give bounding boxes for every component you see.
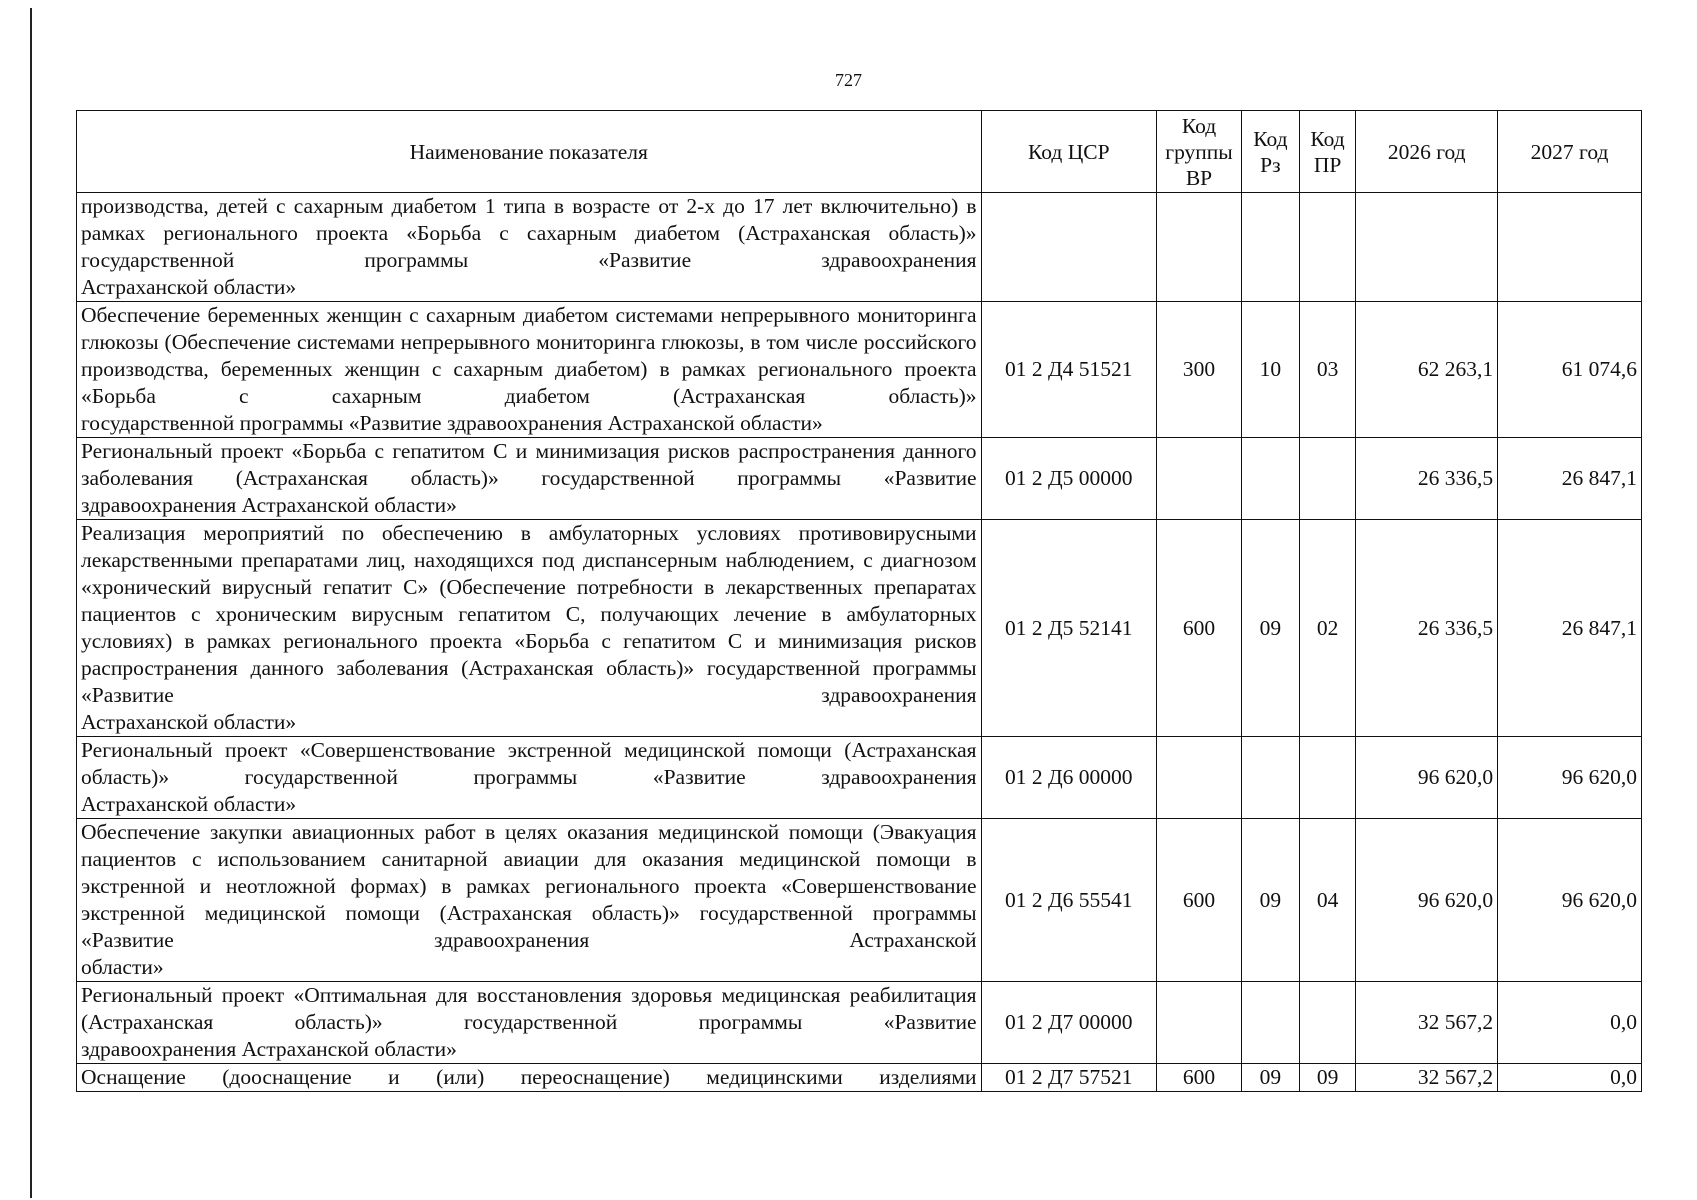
row-name-last-line: государственной программы «Развитие здравоохранения Астраханской области» bbox=[81, 411, 823, 435]
row-name-line: том числе российского производства, беременных женщин с сахарным диабетом) в bbox=[81, 330, 977, 381]
table-row bbox=[77, 438, 1642, 520]
row-name-cell bbox=[77, 982, 982, 1064]
row-rz-code: 09 bbox=[1242, 1064, 1300, 1092]
row-value-2026: 26 336,5 bbox=[1356, 520, 1498, 737]
row-vr-code bbox=[1157, 193, 1242, 302]
row-value-2027: 0,0 bbox=[1498, 982, 1642, 1064]
row-csr-code: 01 2 Д5 00000 bbox=[981, 438, 1156, 520]
header-2026: 2026 год bbox=[1356, 111, 1498, 193]
row-pr-code bbox=[1299, 193, 1356, 302]
row-rz-code bbox=[1242, 737, 1300, 819]
row-name-cell bbox=[77, 819, 982, 982]
row-name-line: Оснащение (дооснащение и (или) переоснащение) медицинскими изделиями bbox=[81, 1065, 977, 1089]
row-vr-code bbox=[1157, 737, 1242, 819]
table-row bbox=[77, 193, 1642, 302]
row-name-line: производства, детей с сахарным диабетом 1 типа в возрасте от 2-х до 17 лет bbox=[81, 194, 813, 218]
table-row bbox=[77, 819, 1642, 982]
row-csr-code: 01 2 Д4 51521 bbox=[981, 302, 1156, 438]
row-value-2027: 96 620,0 bbox=[1498, 737, 1642, 819]
row-name-cell bbox=[77, 438, 982, 520]
row-vr-code bbox=[1157, 438, 1242, 520]
row-pr-code: 02 bbox=[1299, 520, 1356, 737]
row-value-2026 bbox=[1356, 193, 1498, 302]
table-row bbox=[77, 982, 1642, 1064]
row-pr-code: 03 bbox=[1299, 302, 1356, 438]
header-rz-code: Код Рз bbox=[1242, 111, 1300, 193]
table-row bbox=[77, 302, 1642, 438]
row-name-last-line: области» bbox=[81, 955, 164, 979]
budget-table bbox=[76, 110, 1642, 1092]
row-rz-code bbox=[1242, 982, 1300, 1064]
row-csr-code: 01 2 Д5 52141 bbox=[981, 520, 1156, 737]
table-row bbox=[77, 520, 1642, 737]
row-csr-code: 01 2 Д7 57521 bbox=[981, 1064, 1156, 1092]
row-name-line: реабилитация (Астраханская область)» государственной программы «Развитие bbox=[81, 983, 977, 1034]
row-name-cell bbox=[77, 302, 982, 438]
row-name-last-line: Астраханской области» bbox=[81, 275, 297, 299]
row-name-last-line: Астраханской области» bbox=[81, 792, 297, 816]
header-pr-code: Код ПР bbox=[1299, 111, 1356, 193]
row-pr-code bbox=[1299, 737, 1356, 819]
binding-margin-line bbox=[30, 8, 32, 1198]
row-vr-code: 600 bbox=[1157, 1064, 1242, 1092]
row-vr-code: 600 bbox=[1157, 520, 1242, 737]
row-name-line: «Борьба с гепатитом С и минимизация рисков распространения данного заболевания bbox=[81, 629, 977, 680]
row-name-line: получающих лечение в амбулаторных условиях) в рамках регионального проекта bbox=[81, 602, 977, 653]
row-vr-code: 300 bbox=[1157, 302, 1242, 438]
row-pr-code bbox=[1299, 982, 1356, 1064]
header-name: Наименование показателя bbox=[77, 111, 982, 193]
row-value-2027: 96 620,0 bbox=[1498, 819, 1642, 982]
row-value-2026: 96 620,0 bbox=[1356, 819, 1498, 982]
row-pr-code: 04 bbox=[1299, 819, 1356, 982]
row-name-last-line: здравоохранения Астраханской области» bbox=[81, 1037, 457, 1061]
row-rz-code bbox=[1242, 193, 1300, 302]
row-name-cell bbox=[77, 193, 982, 302]
row-pr-code: 09 bbox=[1299, 1064, 1356, 1092]
row-value-2027: 26 847,1 bbox=[1498, 520, 1642, 737]
row-value-2027: 0,0 bbox=[1498, 1064, 1642, 1092]
row-value-2026: 96 620,0 bbox=[1356, 737, 1498, 819]
header-row bbox=[77, 111, 1642, 193]
row-name-line: лекарственных препаратах пациентов с хроническим вирусным гепатитом С, bbox=[81, 575, 977, 626]
row-rz-code: 09 bbox=[1242, 520, 1300, 737]
table-row bbox=[77, 1064, 1642, 1092]
header-vr-code: Код группы ВР bbox=[1157, 111, 1242, 193]
row-name-cell bbox=[77, 1064, 982, 1092]
row-value-2027: 26 847,1 bbox=[1498, 438, 1642, 520]
page-number: 727 bbox=[835, 70, 862, 90]
row-value-2027: 61 074,6 bbox=[1498, 302, 1642, 438]
header-2027: 2027 год bbox=[1498, 111, 1642, 193]
row-value-2026: 62 263,1 bbox=[1356, 302, 1498, 438]
row-name-line: рамках регионального проекта «Борьба с сахарным диабетом (Астраханская область)» bbox=[81, 357, 977, 408]
row-pr-code bbox=[1299, 438, 1356, 520]
row-name-line: мониторинга глюкозы (Обеспечение системами непрерывного мониторинга глюкозы, в bbox=[81, 303, 977, 354]
table-row bbox=[77, 737, 1642, 819]
row-value-2026: 32 567,2 bbox=[1356, 982, 1498, 1064]
row-csr-code bbox=[981, 193, 1156, 302]
row-value-2027 bbox=[1498, 193, 1642, 302]
row-name-line: Региональный проект «Борьба с гепатитом С и минимизация рисков распространения bbox=[81, 439, 896, 463]
row-value-2026: 26 336,5 bbox=[1356, 438, 1498, 520]
row-name-cell bbox=[77, 520, 982, 737]
row-name-line: Обеспечение закупки авиационных работ в целях оказания медицинской помощи bbox=[81, 820, 864, 844]
row-rz-code: 09 bbox=[1242, 819, 1300, 982]
header-csr-code: Код ЦСР bbox=[981, 111, 1156, 193]
row-name-line: (Астраханская область)» государственной программы «Развитие здравоохранения bbox=[81, 656, 977, 707]
row-name-line: (Астраханская область)» государственной программы «Развитие здравоохранения bbox=[81, 738, 977, 789]
row-name-line: (Эвакуация пациентов с использованием санитарной авиации для оказания bbox=[81, 820, 977, 871]
row-name-line: медицинской помощи в экстренной и неотложной формах) в рамках регионального bbox=[81, 847, 977, 898]
row-name-line: область)» государственной программы «Развитие здравоохранения Астраханской bbox=[81, 901, 977, 952]
row-name-line: (Астраханская область)» государственной программы «Развитие здравоохранения bbox=[81, 221, 977, 272]
row-name-line: Региональный проект «Совершенствование экстренной медицинской помощи bbox=[81, 738, 832, 762]
row-name-last-line: здравоохранения Астраханской области» bbox=[81, 493, 457, 517]
row-name-line: диагнозом «хронический вирусный гепатит С» (Обеспечение потребности в bbox=[81, 548, 977, 599]
row-rz-code bbox=[1242, 438, 1300, 520]
row-csr-code: 01 2 Д6 55541 bbox=[981, 819, 1156, 982]
row-name-line: Реализация мероприятий по обеспечению в амбулаторных условиях противовирусными bbox=[81, 521, 977, 545]
row-name-last-line: Астраханской области» bbox=[81, 710, 297, 734]
row-csr-code: 01 2 Д7 00000 bbox=[981, 982, 1156, 1064]
row-csr-code: 01 2 Д6 00000 bbox=[981, 737, 1156, 819]
row-name-line: Региональный проект «Оптимальная для восстановления здоровья медицинская bbox=[81, 983, 841, 1007]
row-name-line: проекта «Совершенствование экстренной медицинской помощи (Астраханская bbox=[81, 874, 977, 925]
row-name-cell bbox=[77, 737, 982, 819]
row-value-2026: 32 567,2 bbox=[1356, 1064, 1498, 1092]
row-name-line: данного заболевания (Астраханская область)» государственной программы «Развитие bbox=[81, 439, 977, 490]
row-name-line: включительно) в рамках регионального проекта «Борьба с сахарным диабетом bbox=[81, 194, 977, 245]
row-vr-code: 600 bbox=[1157, 819, 1242, 982]
row-name-line: Обеспечение беременных женщин с сахарным диабетом системами непрерывного bbox=[81, 303, 850, 327]
row-vr-code bbox=[1157, 982, 1242, 1064]
row-rz-code: 10 bbox=[1242, 302, 1300, 438]
row-name-line: лекарственными препаратами лиц, находящихся под диспансерным наблюдением, с bbox=[81, 548, 873, 572]
